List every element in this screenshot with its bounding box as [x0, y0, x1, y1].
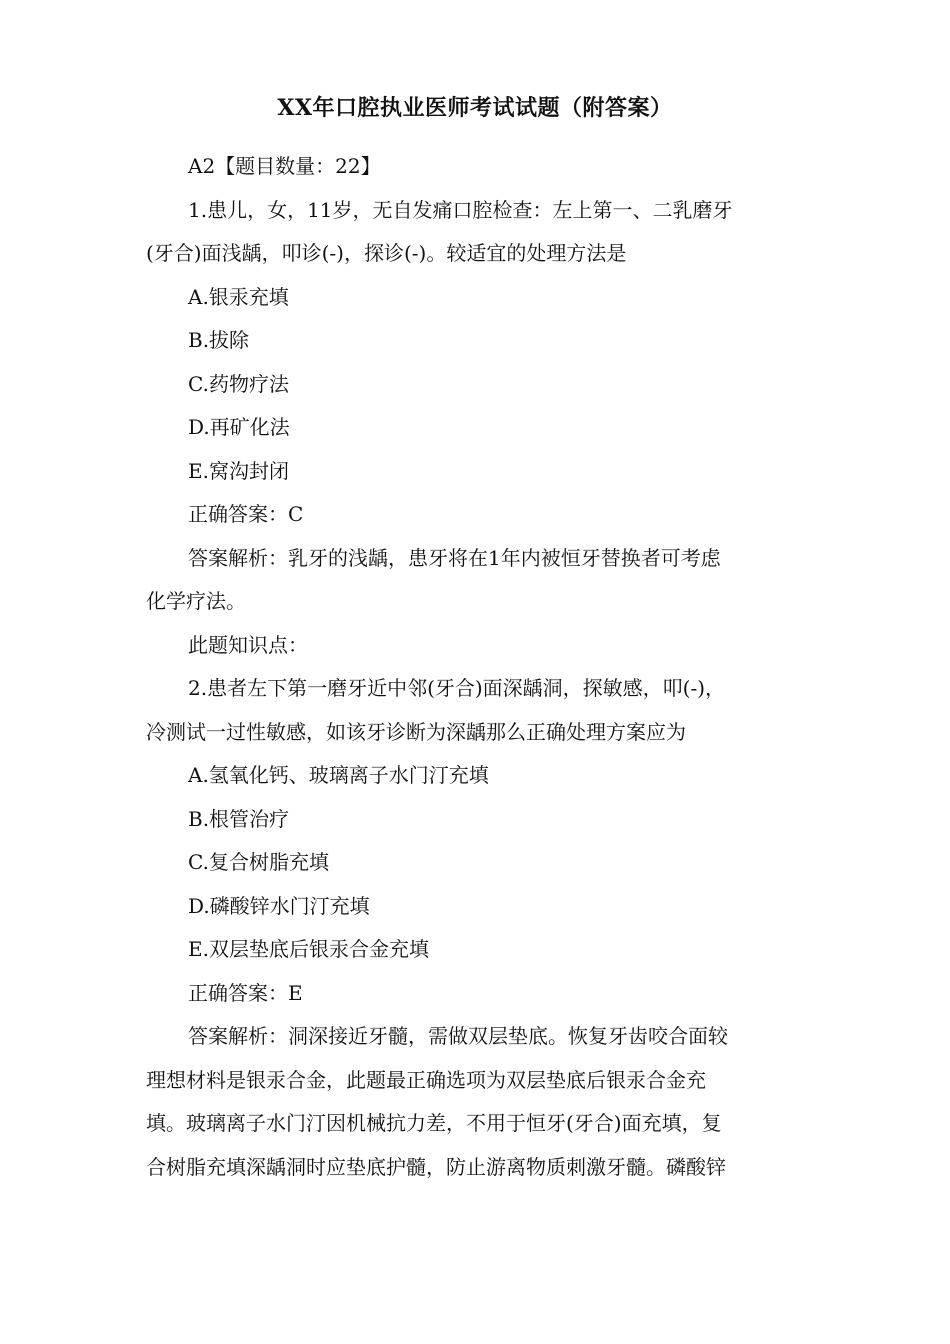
question-1-option-b: B.拔除 — [188, 328, 250, 352]
question-2-answer: 正确答案：E — [188, 980, 303, 1005]
question-1-stem-line-2: (牙合)面浅龋，叩诊(-)，探诊(-)。较适宜的处理方法是 — [146, 241, 627, 265]
document-body — [146, 145, 806, 1189]
section-header: A2【题目数量：22】 — [188, 154, 381, 178]
question-1-answer: 正确答案：C — [188, 502, 304, 526]
question-2-analysis-line-4: 合树脂充填深龋洞时应垫底护髓，防止游离物质刺激牙髓。磷酸锌 — [146, 1154, 726, 1179]
question-2-option-b: B.根管治疗 — [188, 806, 290, 831]
question-1-stem-line-1: 1.患儿，女，11岁，无自发痛口腔检查：左上第一、二乳磨牙 — [188, 197, 733, 222]
question-1-option-a: A.银汞充填 — [188, 284, 289, 309]
page-title: XX年口腔执业医师考试试题（附答案） — [277, 95, 673, 121]
question-2-analysis-line-2: 理想材料是银汞合金，此题最正确选项为双层垫底后银汞合金充 — [146, 1067, 706, 1092]
question-1-analysis-line-1: 答案解析：乳牙的浅龋，患牙将在1年内被恒牙替换者可考虑 — [188, 545, 721, 570]
question-1-knowledge: 此题知识点： — [188, 632, 308, 657]
question-1-analysis-line-2: 化学疗法。 — [146, 589, 246, 613]
question-2-stem-line-1: 2.患者左下第一磨牙近中邻(牙合)面深龋洞，探敏感，叩(-)， — [188, 676, 726, 700]
question-1-option-c: C.药物疗法 — [188, 371, 289, 396]
question-2-option-e: E.双层垫底后银汞合金充填 — [188, 937, 429, 961]
question-1-option-d: D.再矿化法 — [188, 415, 290, 439]
question-2-option-d: D.磷酸锌水门汀充填 — [188, 893, 370, 918]
question-1-option-e: E.窝沟封闭 — [188, 458, 289, 483]
question-2-analysis-line-3: 填。玻璃离子水门汀因机械抗力差，不用于恒牙(牙合)面充填，复 — [146, 1111, 722, 1135]
question-2-option-c: C.复合树脂充填 — [188, 850, 329, 874]
question-2-analysis-line-1: 答案解析：洞深接近牙髓，需做双层垫底。恢复牙齿咬合面较 — [188, 1024, 728, 1048]
question-2-option-a: A.氢氧化钙、玻璃离子水门汀充填 — [188, 763, 489, 787]
question-2-stem-line-2: 冷测试一过性敏感，如该牙诊断为深龋那么正确处理方案应为 — [146, 719, 686, 744]
